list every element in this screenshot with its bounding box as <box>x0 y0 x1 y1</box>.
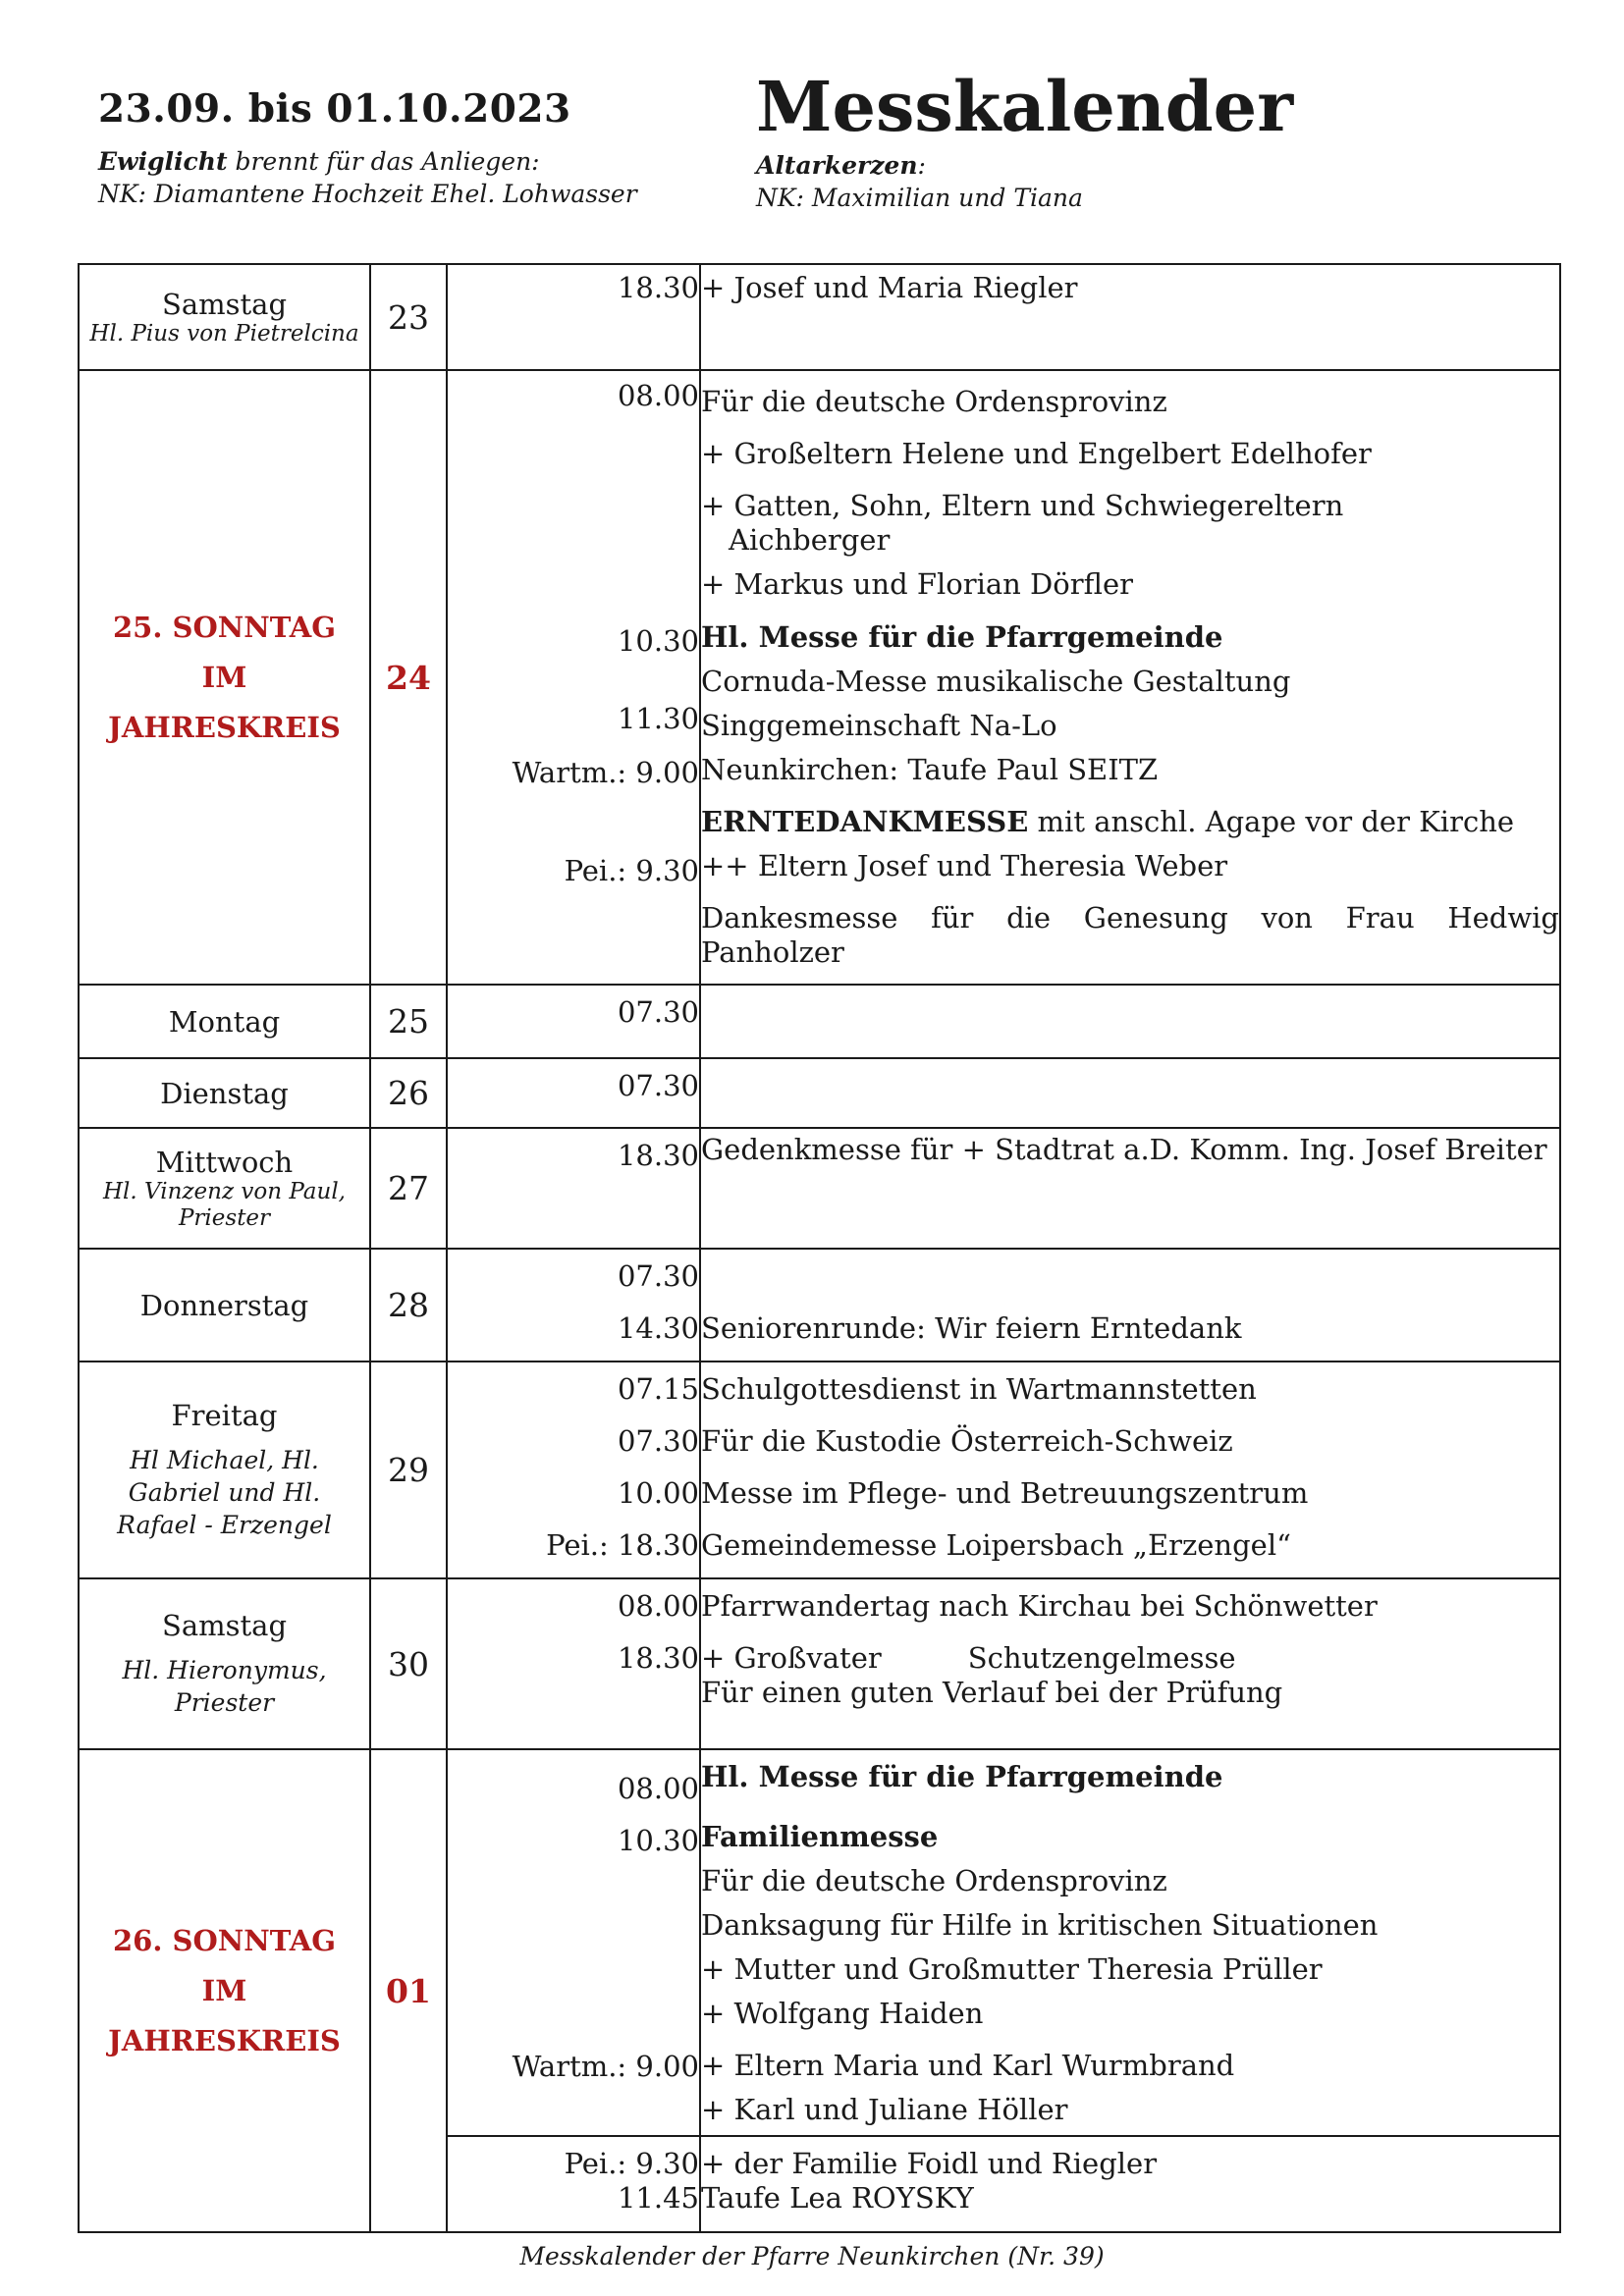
sunday-title-line: 25. SONNTAG <box>112 610 337 644</box>
entry-cell <box>700 1749 1560 2136</box>
time: 08.00 <box>617 1589 699 1623</box>
time: 10.30 <box>617 624 699 658</box>
day-name: Freitag <box>171 1399 278 1432</box>
table-row <box>79 1128 1560 1249</box>
entry: Pfarrwandertag nach Kirchau bei Schönwetter <box>701 1589 1378 1623</box>
day-cell <box>79 264 370 370</box>
entry: Dankesmesse für die Genesung von Frau Hedwig Panholzer <box>701 901 1559 969</box>
time: 10.30 <box>617 1824 699 1857</box>
time: 11.45 <box>617 2181 699 2215</box>
day-number: 27 <box>370 1128 447 1249</box>
sunday-title-line: IM <box>201 660 247 694</box>
table-row <box>79 1058 1560 1128</box>
entry-cell <box>700 2136 1560 2232</box>
entry: Danksagung für Hilfe in kritischen Situationen <box>701 1908 1379 1942</box>
entry-cell <box>700 1362 1560 1578</box>
day-cell <box>79 1362 370 1578</box>
altarkerzen-line <box>756 149 1443 182</box>
ewiglicht-label: Ewiglicht <box>98 147 228 176</box>
entry: + Wolfgang Haiden <box>701 1997 984 2030</box>
entry: Messe im Pflege- und Betreuungszentrum <box>701 1476 1309 1510</box>
entry-cell <box>700 1249 1560 1362</box>
day-cell <box>79 1749 370 2232</box>
entry: Seniorenrunde: Wir feiern Erntedank <box>701 1311 1242 1345</box>
saint-name: Priester <box>174 1688 275 1717</box>
day-name: Montag <box>168 1004 281 1039</box>
table-row <box>79 1362 1560 1578</box>
time: 10.00 <box>617 1476 699 1510</box>
entry: + Karl und Juliane Höller <box>701 2093 1068 2126</box>
saint-name: Hl. Hieronymus, <box>122 1656 327 1684</box>
saint-name: Gabriel und Hl. <box>128 1478 321 1507</box>
mass-calendar-table <box>78 263 1561 2233</box>
ewiglicht-text: brennt für das Anliegen: <box>227 147 540 176</box>
entry: + Markus und Florian Dörfler <box>701 567 1133 601</box>
time-cell <box>447 1578 700 1749</box>
sunday-title-line: IM <box>201 1973 247 2007</box>
sunday-title-line: JAHRESKREIS <box>108 2023 341 2057</box>
day-cell <box>79 1249 370 1362</box>
table-row <box>79 1578 1560 1749</box>
time-cell <box>447 985 700 1058</box>
time-cell <box>447 1249 700 1362</box>
time-cell <box>447 1058 700 1128</box>
entry: Familienmesse <box>701 1820 939 1853</box>
time-cell <box>447 2136 700 2232</box>
entry: Aichberger <box>729 523 891 557</box>
entry: Cornuda-Messe musikalische Gestaltung <box>701 665 1291 698</box>
entry: Gedenkmesse für + Stadtrat a.D. Komm. Ing. Josef Breiter <box>701 1133 1547 1166</box>
entry-bold: ERNTEDANKMESSE <box>701 805 1029 838</box>
day-number: 28 <box>370 1249 447 1362</box>
entry-cell <box>700 985 1560 1058</box>
time: 07.30 <box>617 995 699 1029</box>
entry-part: + Großvater <box>701 1641 882 1675</box>
entry: Hl. Messe für die Pfarrgemeinde <box>701 1760 1223 1793</box>
entry-part: Schutzengelmesse <box>967 1641 1236 1675</box>
entry: Schulgottesdienst in Wartmannstetten <box>701 1372 1257 1406</box>
altarkerzen-value: NK: Maximilian und Tiana <box>756 184 1083 212</box>
date-range: 23.09. bis 01.10.2023 <box>98 86 571 132</box>
time: Wartm.: 9.00 <box>512 2050 699 2083</box>
saint-name: Rafael - Erzengel <box>117 1511 332 1539</box>
entry: + Eltern Maria und Karl Wurmbrand <box>701 2049 1235 2082</box>
day-number: 24 <box>370 370 447 985</box>
entry-cell <box>700 1058 1560 1128</box>
time: 11.30 <box>617 702 699 735</box>
time: 18.30 <box>617 1641 699 1675</box>
day-number: 01 <box>370 1749 447 2232</box>
time: Pei.: 9.30 <box>564 854 699 887</box>
entry <box>701 1641 1559 1676</box>
time: 07.30 <box>617 1069 699 1102</box>
day-name: Mittwoch <box>155 1145 294 1179</box>
page-title: Messkalender <box>756 66 1294 147</box>
saint-name: Priester <box>178 1204 271 1231</box>
time-cell <box>447 1128 700 1249</box>
page-footer: Messkalender der Pfarre Neunkirchen (Nr. 39) <box>519 2242 1105 2270</box>
time: 08.00 <box>617 379 699 412</box>
altarkerzen-label: Altarkerzen <box>756 151 918 180</box>
time: 07.30 <box>617 1424 699 1458</box>
header-left <box>98 86 727 210</box>
saint-name: Hl Michael, Hl. <box>130 1446 319 1474</box>
day-number: 29 <box>370 1362 447 1578</box>
entry-cell <box>700 1578 1560 1749</box>
day-number: 26 <box>370 1058 447 1128</box>
entry: Singgemeinschaft Na-Lo <box>701 709 1057 742</box>
entry-cell <box>700 370 1560 985</box>
time: 07.30 <box>617 1259 699 1293</box>
entry <box>701 805 1559 839</box>
saint-name: Hl. Pius von Pietrelcina <box>89 320 359 347</box>
entry: Hl. Messe für die Pfarrgemeinde <box>701 620 1223 654</box>
ewiglicht-line <box>98 145 727 178</box>
entry: Für die deutsche Ordensprovinz <box>701 1864 1167 1897</box>
time-cell <box>447 1749 700 2136</box>
day-cell <box>79 370 370 985</box>
time-cell <box>447 1362 700 1578</box>
day-name: Samstag <box>161 1609 288 1642</box>
entry-cell <box>700 264 1560 370</box>
day-name: Donnerstag <box>139 1288 309 1322</box>
entry-cell <box>700 1128 1560 1249</box>
time: 08.00 <box>617 1772 699 1805</box>
day-cell <box>79 1578 370 1749</box>
altarkerzen-colon: : <box>917 151 926 180</box>
time-cell <box>447 264 700 370</box>
table-row <box>79 264 1560 370</box>
entry: ++ Eltern Josef und Theresia Weber <box>701 849 1228 882</box>
entry-text: mit anschl. Agape vor der Kirche <box>1028 805 1515 838</box>
ewiglicht-value: NK: Diamantene Hochzeit Ehel. Lohwasser <box>98 180 637 208</box>
entry: Neunkirchen: Taufe Paul SEITZ <box>701 753 1159 786</box>
time-cell <box>447 370 700 985</box>
time: 18.30 <box>617 271 699 304</box>
time: 18.30 <box>617 1139 699 1172</box>
table-row <box>79 1749 1560 2136</box>
time: 07.15 <box>617 1372 699 1406</box>
entry: Für die deutsche Ordensprovinz <box>701 385 1167 418</box>
entry: Für die Kustodie Österreich-Schweiz <box>701 1424 1233 1458</box>
header-right <box>756 65 1443 214</box>
time: 14.30 <box>617 1311 699 1345</box>
time: Wartm.: 9.00 <box>512 756 699 789</box>
day-cell <box>79 1058 370 1128</box>
day-number: 30 <box>370 1578 447 1749</box>
entry: + Mutter und Großmutter Theresia Prüller <box>701 1952 1323 1986</box>
entry: + der Familie Foidl und Riegler <box>701 2147 1158 2180</box>
table-row <box>79 985 1560 1058</box>
day-name: Samstag <box>161 287 288 321</box>
sunday-title-line: 26. SONNTAG <box>112 1923 337 1957</box>
table-row <box>79 1249 1560 1362</box>
entry: + Großeltern Helene und Engelbert Edelhofer <box>701 437 1372 470</box>
entry: Für einen guten Verlauf bei der Prüfung <box>701 1676 1283 1709</box>
entry: Taufe Lea ROYSKY <box>701 2181 974 2215</box>
entry: + Gatten, Sohn, Eltern und Schwiegereltern <box>701 489 1344 522</box>
sunday-title-line: JAHRESKREIS <box>108 710 341 744</box>
day-cell <box>79 1128 370 1249</box>
day-cell <box>79 985 370 1058</box>
time: Pei.: 18.30 <box>546 1528 699 1562</box>
day-name: Dienstag <box>160 1076 289 1110</box>
entry: + Josef und Maria Riegler <box>701 271 1078 304</box>
time: Pei.: 9.30 <box>564 2147 699 2180</box>
day-number: 25 <box>370 985 447 1058</box>
saint-name: Hl. Vinzenz von Paul, <box>103 1178 346 1204</box>
table-row <box>79 370 1560 985</box>
day-number: 23 <box>370 264 447 370</box>
entry: Gemeindemesse Loipersbach „Erzengel“ <box>701 1528 1291 1562</box>
